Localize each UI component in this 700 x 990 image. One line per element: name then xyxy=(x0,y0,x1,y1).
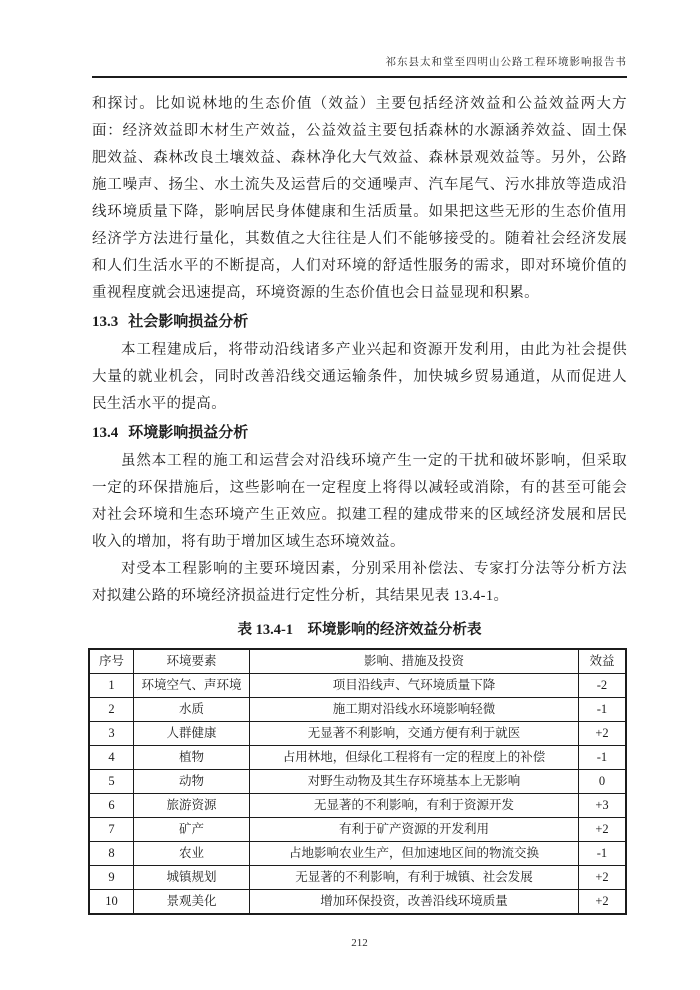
column-header-index: 序号 xyxy=(89,649,134,674)
table-cell: 占用林地，但绿化工程将有一定的程度上的补偿 xyxy=(249,746,578,770)
section-13-4-paragraph-1: 虽然本工程的施工和运营会对沿线环境产生一定的干扰和破坏影响，但采取一定的环保措施后，这些影响在一定程度上将得以减轻或消除，有的甚至可能会对社会环境和生态环境产生正效应。拟建工程的建成带来的区域经济发展和居民收入的增加，将有助于增加区域生态环境效益。 xyxy=(92,453,627,550)
table-cell: 矿产 xyxy=(134,818,250,842)
table-cell: 增加环保投资，改善沿线环境质量 xyxy=(249,890,578,915)
table-cell: 水质 xyxy=(134,698,250,722)
table-cell: 景观美化 xyxy=(134,890,250,915)
table-cell: 5 xyxy=(89,770,134,794)
table-row xyxy=(89,818,626,842)
table-cell: 无显著的不利影响，有利于城镇、社会发展 xyxy=(249,866,578,890)
table-cell: 2 xyxy=(89,698,134,722)
table-row xyxy=(89,866,626,890)
table-cell: 旅游资源 xyxy=(134,794,250,818)
table-cell: +2 xyxy=(578,818,626,842)
table-cell: 占地影响农业生产，但加速地区间的物流交换 xyxy=(249,842,578,866)
table-row xyxy=(89,722,626,746)
table-cell: 有利于矿产资源的开发利用 xyxy=(249,818,578,842)
table-cell: 人群健康 xyxy=(134,722,250,746)
section-title: 环境影响损益分析 xyxy=(128,425,249,441)
column-header-impact: 影响、措施及投资 xyxy=(249,649,578,674)
table-cell: 城镇规划 xyxy=(134,866,250,890)
table-cell: 植物 xyxy=(134,746,250,770)
table-cell: 10 xyxy=(89,890,134,915)
section-number: 13.3 xyxy=(92,314,119,330)
table-cell: -2 xyxy=(578,674,626,698)
table-cell: 3 xyxy=(89,722,134,746)
section-heading-13-4 xyxy=(92,423,627,443)
doc-title: 祁东县太和堂至四明山公路工程环境影响报告书 xyxy=(385,57,627,68)
table-caption: 表 13.4-1 环境影响的经济效益分析表 xyxy=(237,622,482,638)
table-header-row xyxy=(89,649,626,674)
section-number: 13.4 xyxy=(92,425,119,441)
running-header xyxy=(92,54,627,78)
column-header-benefit: 效益 xyxy=(578,649,626,674)
table-cell: 环境空气、声环境 xyxy=(134,674,250,698)
table-cell: +3 xyxy=(578,794,626,818)
table-cell: +2 xyxy=(578,866,626,890)
table-cell: 1 xyxy=(89,674,134,698)
table-cell: 7 xyxy=(89,818,134,842)
table-cell: +2 xyxy=(578,722,626,746)
benefit-analysis-table xyxy=(88,648,627,915)
table-cell: 对野生动物及其生存环境基本上无影响 xyxy=(249,770,578,794)
table-cell: 0 xyxy=(578,770,626,794)
page-number: 212 xyxy=(351,937,368,949)
section-13-4-paragraph-2: 对受本工程影响的主要环境因素，分别采用补偿法、专家打分法等分析方法对拟建公路的环境经济损益进行定性分析，其结果见表 13.4-1。 xyxy=(92,561,627,604)
table-row xyxy=(89,890,626,915)
table-cell: 8 xyxy=(89,842,134,866)
table-row xyxy=(89,794,626,818)
table-cell: 动物 xyxy=(134,770,250,794)
table-cell: 6 xyxy=(89,794,134,818)
table-cell: -1 xyxy=(578,698,626,722)
table-cell: 施工期对沿线水环境影响轻微 xyxy=(249,698,578,722)
table-cell: -1 xyxy=(578,746,626,770)
table-head xyxy=(89,649,626,674)
table-row xyxy=(89,698,626,722)
table-cell: 农业 xyxy=(134,842,250,866)
column-header-factor: 环境要素 xyxy=(134,649,250,674)
paragraph-continuation: 和探讨。比如说林地的生态价值（效益）主要包括经济效益和公益效益两大方面：经济效益即木材生产效益，公益效益主要包括森林的水源涵养效益、固土保肥效益、森林改良土壤效益、森林净化大气效益、森林景观效益等。另外，公路施工噪声、扬尘、水土流失及运营后的交通噪声、汽车尾气、污水排放等造成沿线环境质量下降，影响居民身体健康和生活质量。如果把这些无形的生态价值用经济学方法进行量化，其数值之大往往是人们不能够接受的。随着社会经济发展和人们生活水平的不断提高，人们对环境的舒适性服务的需求，即对环境价值的重视程度就会迅速提高，环境资源的生态价值也会日益显现和积累。 xyxy=(92,96,627,301)
table-body xyxy=(89,674,626,915)
table-row xyxy=(89,842,626,866)
table-row xyxy=(89,746,626,770)
section-heading-13-3 xyxy=(92,312,627,332)
table-cell: 4 xyxy=(89,746,134,770)
document-body xyxy=(92,91,627,915)
table-cell: -1 xyxy=(578,842,626,866)
table-cell: 无显著的不利影响，有利于资源开发 xyxy=(249,794,578,818)
table-cell: +2 xyxy=(578,890,626,915)
table-row xyxy=(89,674,626,698)
section-title: 社会影响损益分析 xyxy=(128,314,249,330)
table-cell: 无显著不利影响，交通方便有利于就医 xyxy=(249,722,578,746)
table-cell: 项目沿线声、气环境质量下降 xyxy=(249,674,578,698)
table-row xyxy=(89,770,626,794)
section-13-3-paragraph: 本工程建成后，将带动沿线诸多产业兴起和资源开发利用，由此为社会提供大量的就业机会，同时改善沿线交通运输条件，加快城乡贸易通道，从而促进人民生活水平的提高。 xyxy=(92,342,627,412)
table-cell: 9 xyxy=(89,866,134,890)
